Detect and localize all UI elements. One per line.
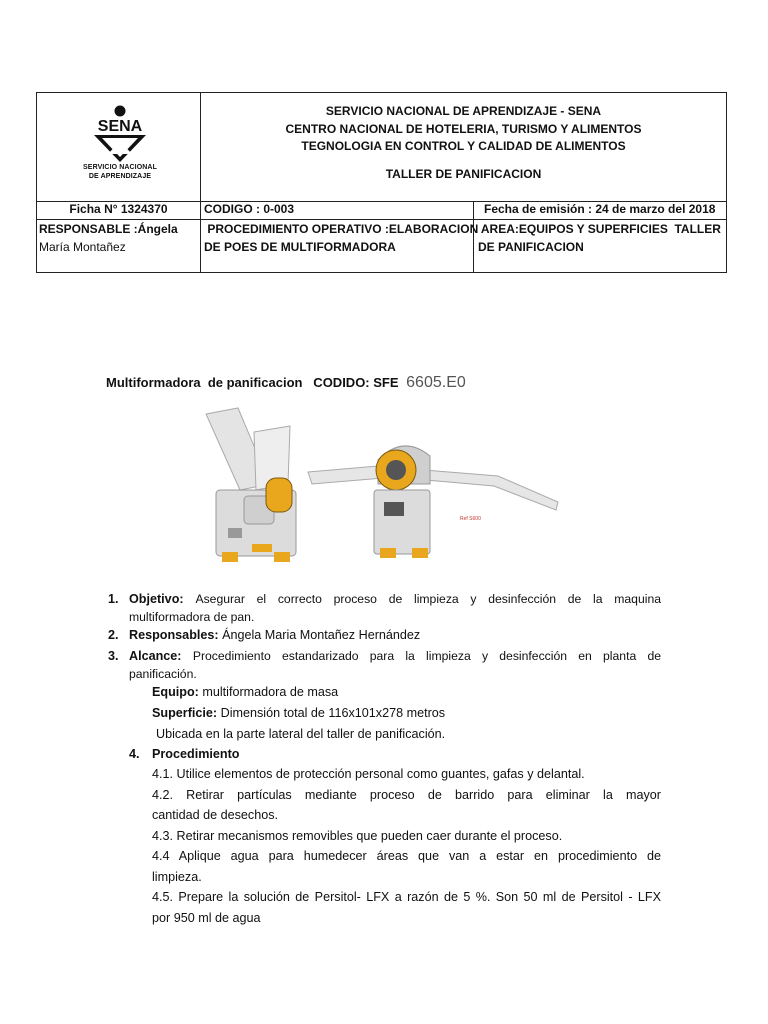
superficie-text: Dimensión total de 116x101x278 metros	[220, 706, 446, 720]
codigo-cell: CODIGO : 0-003	[201, 202, 474, 220]
item-3-number: 3.	[108, 649, 119, 663]
superficie-label: Superficie:	[152, 706, 218, 720]
sena-logo	[75, 105, 165, 181]
step-4-5-line-1: 4.5. Prepare la solución de Persitol- LFX a razón de 5 %. Son 50 ml de Persitol - LFX	[152, 890, 661, 904]
sena-logo-icon	[80, 105, 160, 163]
procedimiento-line-2: DE POES DE MULTIFORMADORA	[204, 240, 396, 254]
logo-text-line2: DE APRENDIZAJE	[88, 173, 152, 180]
responsable-line-1: RESPONSABLE :Ángela	[39, 222, 178, 236]
item-4-number: 4.	[129, 747, 140, 761]
step-4-2-line-1: 4.2. Retirar partículas mediante proceso de barrido para eliminar la mayor	[152, 788, 661, 802]
area-cell	[474, 220, 727, 273]
logo-text-line1: SERVICIO NACIONAL	[83, 164, 157, 171]
alcance-text-2: panificación.	[129, 667, 197, 681]
superficie-line	[152, 706, 445, 720]
machine-vertical-image	[206, 408, 296, 562]
responsables-line	[129, 628, 420, 642]
equipment-heading-text: Multiformadora de panificacion CODIDO: SFE	[106, 375, 399, 390]
procedimiento-cell	[201, 220, 479, 273]
sena-logo-wordmark: SENA	[97, 118, 143, 135]
alcance-label: Alcance:	[129, 649, 182, 663]
objetivo-text-2: multiformadora de pan.	[129, 610, 255, 624]
document-header-table	[36, 92, 727, 273]
item-2-number: 2.	[108, 628, 119, 642]
responsable-line-2: María Montañez	[39, 240, 126, 254]
objetivo-label: Objetivo:	[129, 592, 184, 606]
logo-cell	[37, 93, 201, 202]
machine-horizontal-image	[308, 446, 558, 558]
equipment-ref: 6605.E0	[406, 374, 466, 391]
area-line-2: DE PANIFICACION	[478, 240, 584, 254]
equipment-heading	[106, 374, 466, 392]
objetivo-text-1: Asegurar el correcto proceso de limpieza y desinfección de la maquina	[195, 592, 661, 606]
procedimiento-heading: Procedimiento	[152, 747, 240, 761]
alcance-line-1	[129, 649, 661, 663]
procedimiento-line-1: PROCEDIMIENTO OPERATIVO :ELABORACION	[204, 222, 479, 236]
title-line-2: CENTRO NACIONAL DE HOTELERIA, TURISMO Y ALIMENTOS	[285, 121, 642, 136]
item-1-number: 1.	[108, 592, 119, 606]
fecha-cell: Fecha de emisión : 24 de marzo del 2018	[474, 202, 727, 220]
equipo-label: Equipo:	[152, 685, 199, 699]
equipo-line	[152, 685, 338, 699]
responsables-text: Ángela Maria Montañez Hernández	[222, 628, 421, 642]
alcance-text-1: Procedimiento estandarizado para la limpieza y desinfección en planta de	[192, 649, 661, 663]
ubicada-line: Ubicada en la parte lateral del taller de panificación.	[156, 727, 446, 741]
equipo-text: multiformadora de masa	[202, 685, 339, 699]
machine-photo	[198, 404, 568, 572]
area-line-1: AREA:EQUIPOS Y SUPERFICIES TALLER	[478, 222, 721, 236]
ficha-cell: Ficha N° 1324370	[37, 202, 201, 220]
step-4-1: 4.1. Utilice elementos de protección personal como guantes, gafas y delantal.	[152, 767, 585, 781]
title-line-4: TALLER DE PANIFICACION	[385, 166, 542, 181]
objetivo-line-1	[129, 592, 661, 606]
header-title-cell	[201, 93, 727, 202]
step-4-5-line-2: por 950 ml de agua	[152, 911, 261, 925]
step-4-2-line-2: cantidad de desechos.	[152, 808, 279, 822]
step-4-4-line-1: 4.4 Aplique agua para humedecer áreas que van a estar en procedimiento de	[152, 849, 661, 863]
responsables-label: Responsables:	[129, 628, 219, 642]
photo-ref-label: Ref S600	[460, 516, 481, 522]
title-line-3: TEGNOLOGIA EN CONTROL Y CALIDAD DE ALIMENTOS	[301, 139, 626, 153]
responsable-cell	[37, 220, 201, 273]
step-4-4-line-2: limpieza.	[152, 870, 202, 884]
title-line-1: SERVICIO NACIONAL DE APRENDIZAJE - SENA	[325, 104, 602, 118]
step-4-3: 4.3. Retirar mecanismos removibles que pueden caer durante el proceso.	[152, 829, 563, 843]
